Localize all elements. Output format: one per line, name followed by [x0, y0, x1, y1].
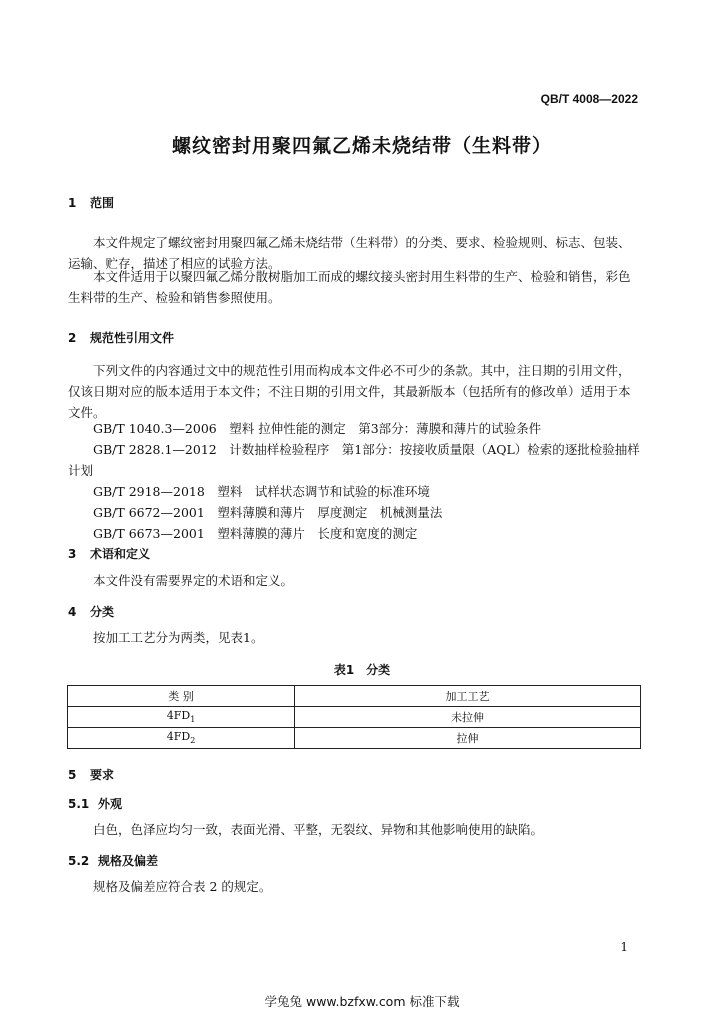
section-5-1-para-1: 白色，色泽应均匀一致，表面光滑、平整，无裂纹、异物和其他影响使用的缺陷。: [93, 822, 544, 837]
section-number: 1: [68, 196, 77, 210]
section-number: 4: [68, 605, 77, 619]
standard-code: QB/T 4008—2022: [540, 92, 638, 106]
table-header-row: [68, 686, 641, 707]
section-1-para-2: 本文件适用于以聚四氟乙烯分散树脂加工而成的螺纹接头密封用生料带的生产、检验和销售，彩色生料带的生产、检验和销售参照使用。: [68, 269, 631, 305]
reference-item: GB/T 6672—2001 塑料薄膜和薄片 厚度测定 机械测量法: [93, 505, 443, 520]
reference-item: GB/T 2918—2018 塑料 试样状态调节和试验的标准环境: [93, 484, 430, 499]
section-4-heading: [68, 603, 114, 620]
section-number: 2: [68, 331, 77, 345]
page-number: 1: [620, 940, 628, 954]
type-base: 4FD: [166, 709, 191, 723]
section-3-para-1: 本文件没有需要界定的术语和定义。: [93, 573, 294, 588]
section-number: 5.2: [68, 854, 90, 868]
reference-item: GB/T 1040.3—2006 塑料 拉伸性能的测定 第3部分：薄膜和薄片的试验条件: [93, 421, 542, 436]
type-subscript: 2: [190, 736, 196, 746]
table-cell-process: 未拉伸: [295, 707, 641, 728]
section-2-para-1: 下列文件的内容通过文中的规范性引用而构成本文件必不可少的条款。其中，注日期的引用文件，仅该日期对应的版本适用于本文件；不注日期的引用文件，其最新版本（包括所有的修改单）适用于本文件。: [68, 363, 631, 420]
section-title: 分类: [90, 605, 115, 619]
section-5-heading: [68, 766, 114, 783]
section-2-heading: [68, 329, 174, 346]
classification-table: [67, 685, 641, 749]
table-cell-type: [68, 707, 295, 728]
section-5-2-heading: [68, 852, 158, 869]
table-header-cell: 类 别: [68, 686, 295, 707]
type-subscript: 1: [190, 715, 196, 725]
table-row: [68, 707, 641, 728]
section-5-1-heading: [68, 795, 122, 812]
section-1-heading: [68, 194, 114, 211]
section-title: 外观: [98, 797, 123, 811]
table-header-cell: 加工工艺: [295, 686, 641, 707]
reference-item: GB/T 2828.1—2012 计数抽样检验程序 第1部分：按接收质量限（AQL）检索的逐批检验抽样计划: [68, 442, 640, 478]
footer-watermark: 学兔兔 www.bzfxw.com 标准下载: [264, 994, 460, 1009]
section-3-heading: [68, 545, 150, 562]
type-base: 4FD: [166, 730, 191, 744]
section-title: 规格及偏差: [98, 854, 159, 868]
section-title: 范围: [90, 196, 115, 210]
reference-list: [68, 418, 642, 544]
section-number: 5: [68, 768, 77, 782]
section-5-2-para-1: 规格及偏差应符合表 2 的规定。: [93, 879, 272, 894]
reference-item: GB/T 6673—2001 塑料薄膜的薄片 长度和宽度的测定: [93, 526, 418, 541]
section-1-para-1: 本文件规定了螺纹密封用聚四氟乙烯未烧结带（生料带）的分类、要求、检验规则、标志、包装、运输、贮存，描述了相应的试验方法。: [68, 235, 631, 271]
document-title: 螺纹密封用聚四氟乙烯未烧结带（生料带）: [171, 135, 552, 157]
table-caption: 表1 分类: [333, 663, 391, 677]
section-number: 3: [68, 547, 77, 561]
table-cell-process: 拉伸: [295, 728, 641, 749]
section-title: 规范性引用文件: [90, 331, 175, 345]
section-title: 要求: [90, 768, 115, 782]
table-row: [68, 728, 641, 749]
section-title: 术语和定义: [90, 547, 151, 561]
table-cell-type: [68, 728, 295, 749]
section-4-para-1: 按加工工艺分为两类，见表1。: [93, 630, 264, 645]
section-number: 5.1: [68, 797, 90, 811]
